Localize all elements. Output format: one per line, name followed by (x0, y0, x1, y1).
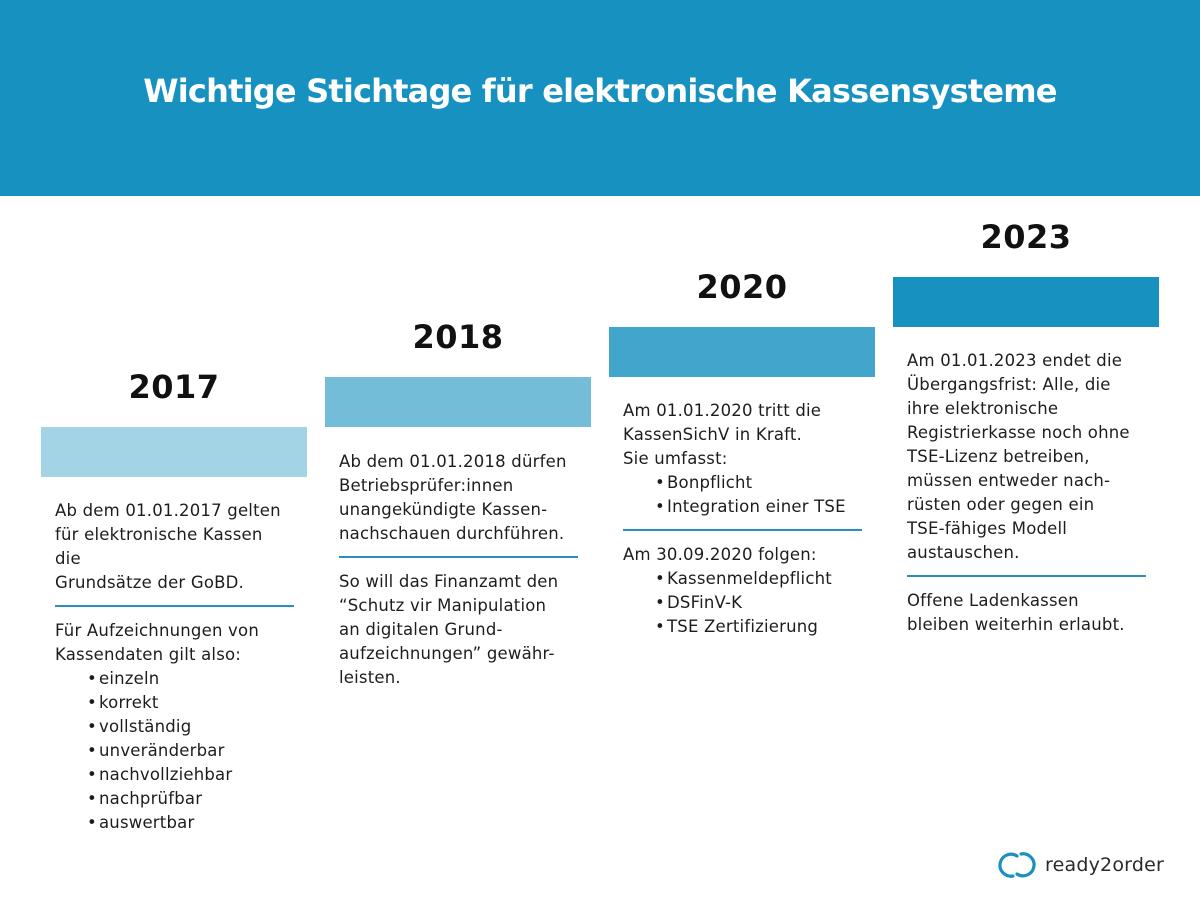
paragraph-line: Am 30.09.2020 folgen: (623, 545, 817, 564)
bullet-item: • Bonpflicht (655, 471, 873, 495)
header-banner (0, 0, 1200, 196)
bullet-item: • Kassenmeldepflicht (655, 567, 873, 591)
section-divider (339, 556, 578, 558)
paragraph-line: TSE-fähiges Modell (907, 519, 1068, 538)
year-label: 2018 (412, 318, 504, 356)
ready2order-logo-icon (997, 850, 1037, 880)
timeline-text (623, 399, 873, 639)
paragraph-line: Am 01.01.2023 endet die (907, 351, 1123, 370)
timeline-text (55, 499, 305, 835)
bullet-item: • unveränderbar (87, 739, 305, 763)
paragraph-line: Ab dem 01.01.2018 dürfen (339, 452, 567, 471)
bullet-item: • auswertbar (87, 811, 305, 835)
timeline-text (907, 349, 1157, 637)
bullet-item: • nachvollziehbar (87, 763, 305, 787)
paragraph-line: an digitalen Grund- (339, 620, 503, 639)
paragraph-line: Übergangsfrist: Alle, die (907, 375, 1111, 394)
paragraph-line: für elektronische Kassen (55, 525, 263, 544)
year-label: 2020 (696, 268, 788, 306)
paragraph-line: Grundsätze der GoBD. (55, 573, 244, 592)
paragraph-line: ihre elektronische (907, 399, 1059, 418)
timeline-step-bar (325, 377, 591, 427)
bullet-list (55, 667, 305, 835)
timeline-step-bar (609, 327, 875, 377)
bullet-item: • vollständig (87, 715, 305, 739)
brand-logo (997, 850, 1164, 880)
paragraph-line: Kassendaten gilt also: (55, 645, 242, 664)
timeline-text (339, 450, 589, 690)
paragraph-line: KassenSichV in Kraft. (623, 425, 802, 444)
paragraph-line: Registrierkasse noch ohne (907, 423, 1130, 442)
page-title: Wichtige Stichtage für elektronische Kassensysteme (143, 72, 1057, 110)
paragraph-line: aufzeichnungen” gewähr- (339, 644, 555, 663)
paragraph-line: TSE-Lizenz betreiben, (907, 447, 1090, 466)
bullet-item: • einzeln (87, 667, 305, 691)
paragraph-line: unangekündigte Kassen- (339, 500, 548, 519)
timeline-step-bar (893, 277, 1159, 327)
logo-wordmark: ready2order (1045, 854, 1164, 876)
bullet-item: • DSFinV-K (655, 591, 873, 615)
bullet-item: • TSE Zertifizierung (655, 615, 873, 639)
paragraph-line: Am 01.01.2020 tritt die (623, 401, 822, 420)
paragraph-line: müssen entweder nach- (907, 471, 1111, 490)
bullet-item: • korrekt (87, 691, 305, 715)
paragraph-line: “Schutz vir Manipulation (339, 596, 547, 615)
paragraph-line: rüsten oder gegen ein (907, 495, 1095, 514)
paragraph-line: bleiben weiterhin erlaubt. (907, 615, 1125, 634)
paragraph-line: leisten. (339, 668, 401, 687)
paragraph-line: Sie umfasst: (623, 449, 728, 468)
paragraph-line: die (55, 549, 81, 568)
year-label: 2017 (128, 368, 220, 406)
paragraph-line: Betriebsprüfer:innen (339, 476, 514, 495)
paragraph-line: Ab dem 01.01.2017 gelten (55, 501, 281, 520)
timeline-step-bar (41, 427, 307, 477)
paragraph-line: nachschauen durchführen. (339, 524, 565, 543)
bullet-item: • Integration einer TSE (655, 495, 873, 519)
bullet-list (623, 567, 873, 639)
section-divider (55, 605, 294, 607)
paragraph-line: Für Aufzeichnungen von (55, 621, 259, 640)
paragraph-line: austauschen. (907, 543, 1020, 562)
paragraph-line: So will das Finanzamt den (339, 572, 559, 591)
bullet-list (623, 471, 873, 519)
year-label: 2023 (980, 218, 1072, 256)
section-divider (907, 575, 1146, 577)
paragraph-line: Offene Ladenkassen (907, 591, 1079, 610)
section-divider (623, 529, 862, 531)
bullet-item: • nachprüfbar (87, 787, 305, 811)
